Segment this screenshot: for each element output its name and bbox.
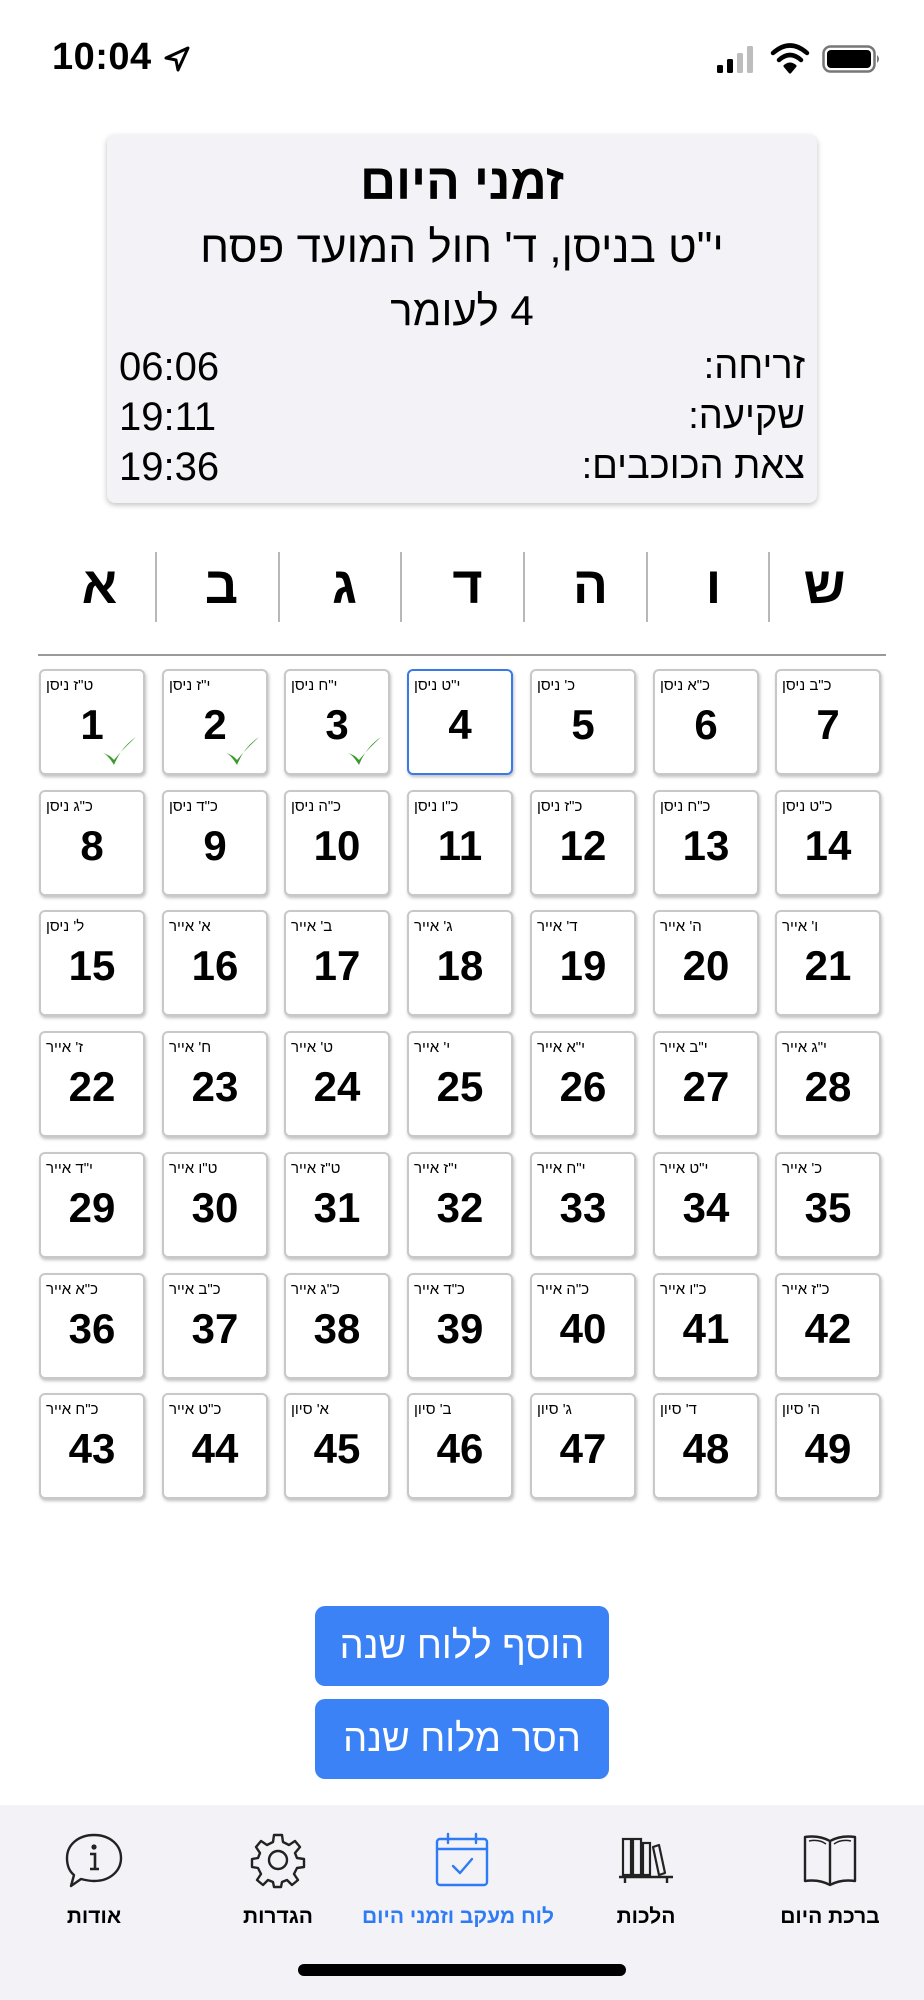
day-hebrew-date: כ"ט ניסן	[782, 798, 833, 815]
day-number: 19	[559, 942, 607, 989]
tab-label: הלכות	[616, 1905, 676, 1928]
day-number: 39	[436, 1305, 484, 1352]
day-hebrew-date: כ"ז ניסן	[537, 798, 583, 815]
day-number: 43	[68, 1425, 116, 1472]
day-cell[interactable]	[653, 790, 759, 896]
day-hebrew-date: ב' אייר	[291, 918, 333, 935]
day-hebrew-date: כ"ג אייר	[291, 1281, 340, 1298]
tab-label: אודות	[66, 1905, 122, 1928]
card-title: זמני היום	[359, 154, 565, 210]
day-cell[interactable]	[530, 669, 636, 775]
day-number: 4	[448, 701, 472, 748]
day-number: 25	[436, 1063, 484, 1110]
day-cell[interactable]	[407, 1031, 513, 1137]
day-number: 24	[313, 1063, 361, 1110]
weekday-monday: ב	[204, 557, 239, 615]
day-cell[interactable]	[653, 1393, 759, 1499]
day-hebrew-date: כ"ה ניסן	[291, 798, 342, 815]
day-cell[interactable]	[775, 1031, 881, 1137]
day-cell[interactable]	[775, 669, 881, 775]
day-hebrew-date: כ"ג ניסן	[46, 798, 93, 815]
day-cell[interactable]	[284, 910, 390, 1016]
weekday-tuesday: ג	[332, 557, 357, 615]
day-hebrew-date: כ' ניסן	[537, 677, 576, 694]
weekday-separator	[155, 552, 157, 622]
bookshelf-icon	[615, 1829, 677, 1891]
day-cell[interactable]	[530, 1152, 636, 1258]
day-number: 37	[191, 1305, 239, 1352]
day-hebrew-date: א' אייר	[169, 918, 211, 935]
day-hebrew-date: כ"ח ניסן	[660, 798, 711, 815]
day-number: 12	[559, 822, 607, 869]
day-cell[interactable]	[39, 669, 145, 775]
day-hebrew-date: י"ב אייר	[660, 1039, 708, 1056]
day-hebrew-date: י"ז ניסן	[169, 677, 211, 694]
day-cell[interactable]	[39, 1152, 145, 1258]
day-cell[interactable]	[162, 1152, 268, 1258]
day-hebrew-date: כ"א ניסן	[660, 677, 710, 694]
day-cell[interactable]	[162, 790, 268, 896]
tab-laws[interactable]	[554, 1815, 738, 1935]
tab-settings[interactable]	[186, 1815, 370, 1935]
tab-about[interactable]	[2, 1815, 186, 1935]
status-bar	[0, 0, 924, 120]
day-number: 31	[313, 1184, 361, 1231]
weekday-header	[38, 548, 886, 624]
day-hebrew-date: ל' ניסן	[46, 918, 85, 935]
nightfall-time: 19:36	[119, 445, 220, 489]
checkmark-icon	[99, 733, 139, 771]
day-hebrew-date: כ"ט אייר	[169, 1401, 222, 1418]
day-cell[interactable]	[407, 1273, 513, 1379]
day-number: 9	[203, 822, 227, 869]
day-number: 21	[804, 942, 852, 989]
day-cell[interactable]	[407, 790, 513, 896]
calendar-icon	[431, 1829, 493, 1891]
day-cell[interactable]	[775, 790, 881, 896]
info-icon	[63, 1829, 125, 1891]
tab-daily-blessing[interactable]	[738, 1815, 922, 1935]
day-number: 47	[559, 1425, 607, 1472]
day-cell[interactable]	[530, 790, 636, 896]
day-number: 23	[191, 1063, 239, 1110]
hebrew-date: י"ט בניסן, ד' חול המועד פסח	[200, 223, 724, 272]
battery-icon	[822, 44, 882, 74]
day-cell[interactable]	[653, 1031, 759, 1137]
day-hebrew-date: כ"א אייר	[46, 1281, 99, 1298]
day-number: 8	[80, 822, 104, 869]
day-hebrew-date: י' אייר	[414, 1039, 451, 1056]
day-number: 20	[682, 942, 730, 989]
day-hebrew-date: כ"ח אייר	[46, 1401, 99, 1418]
day-cell[interactable]	[407, 1152, 513, 1258]
day-hebrew-date: כ"ה אייר	[537, 1281, 590, 1298]
weekday-separator	[646, 552, 648, 622]
day-number: 29	[68, 1184, 116, 1231]
add-to-calendar-button[interactable]: הוסף ללוח שנה	[315, 1606, 609, 1686]
day-hebrew-date: ג' אייר	[414, 918, 453, 935]
day-cell[interactable]	[162, 910, 268, 1016]
day-hebrew-date: כ"ד אייר	[414, 1281, 465, 1298]
day-cell[interactable]	[653, 1273, 759, 1379]
nightfall-row	[119, 445, 805, 495]
day-hebrew-date: ד' אייר	[537, 918, 578, 935]
day-number: 30	[191, 1184, 239, 1231]
day-number: 13	[682, 822, 730, 869]
day-number: 34	[682, 1184, 730, 1231]
day-hebrew-date: ט' אייר	[291, 1039, 334, 1056]
day-hebrew-date: י"ז אייר	[414, 1160, 458, 1177]
day-hebrew-date: א' סיון	[291, 1401, 329, 1418]
day-hebrew-date: י"ג אייר	[782, 1039, 827, 1056]
day-hebrew-date: ט"ז ניסן	[46, 677, 94, 694]
day-cell[interactable]	[162, 1031, 268, 1137]
book-icon	[799, 1829, 861, 1891]
location-arrow-icon	[162, 44, 192, 74]
checkmark-icon	[222, 733, 262, 771]
day-cell[interactable]	[653, 910, 759, 1016]
day-number: 7	[816, 701, 840, 748]
sunset-label: שקיעה:	[688, 395, 805, 437]
day-hebrew-date: ה' אייר	[660, 918, 702, 935]
day-number: 38	[313, 1305, 361, 1352]
day-number: 22	[68, 1063, 116, 1110]
day-hebrew-date: ד' סיון	[660, 1401, 697, 1418]
day-cell[interactable]	[407, 910, 513, 1016]
day-number: 11	[437, 822, 483, 869]
day-number: 17	[313, 942, 361, 989]
day-hebrew-date: י"ט ניסן	[414, 677, 461, 694]
sunrise-time: 06:06	[119, 345, 220, 389]
weekday-wednesday: ד	[452, 557, 483, 615]
day-cell[interactable]	[39, 1031, 145, 1137]
tab-label: ברכת היום	[780, 1905, 880, 1928]
day-hebrew-date: כ"ב אייר	[169, 1281, 221, 1298]
day-cell[interactable]	[530, 910, 636, 1016]
day-cell[interactable]	[775, 910, 881, 1016]
day-number: 46	[436, 1425, 484, 1472]
day-hebrew-date: כ"ד ניסן	[169, 798, 218, 815]
day-cell[interactable]	[530, 1393, 636, 1499]
sunrise-label: זריחה:	[703, 345, 805, 387]
day-number: 42	[804, 1305, 852, 1352]
tab-label: לוח מעקב וזמני היום	[362, 1905, 554, 1928]
day-cell[interactable]	[284, 1273, 390, 1379]
day-hebrew-date: כ"ז אייר	[782, 1281, 830, 1298]
day-number: 44	[191, 1425, 239, 1472]
day-hebrew-date: כ' אייר	[782, 1160, 823, 1177]
weekday-saturday: ש	[803, 557, 846, 615]
day-number: 48	[682, 1425, 730, 1472]
weekday-friday: ו	[705, 557, 722, 615]
weekday-separator	[278, 552, 280, 622]
weekday-separator	[523, 552, 525, 622]
daily-times-card	[107, 135, 817, 503]
day-hebrew-date: כ"ב ניסן	[782, 677, 832, 694]
day-cell[interactable]	[530, 1273, 636, 1379]
day-hebrew-date: י"ח אייר	[537, 1160, 586, 1177]
sunset-row	[119, 395, 805, 445]
day-number: 41	[682, 1305, 730, 1352]
day-number: 49	[804, 1425, 852, 1472]
day-cell[interactable]	[39, 790, 145, 896]
day-number: 45	[313, 1425, 361, 1472]
weekday-thursday: ה	[572, 557, 609, 615]
checkmark-icon	[344, 733, 384, 771]
weekday-separator	[400, 552, 402, 622]
day-cell[interactable]	[407, 669, 513, 775]
day-hebrew-date: כ"ו אייר	[660, 1281, 707, 1298]
day-number: 3	[325, 701, 349, 748]
day-cell[interactable]	[39, 1393, 145, 1499]
header-divider	[38, 654, 886, 656]
day-hebrew-date: ט"ו אייר	[169, 1160, 218, 1177]
day-cell[interactable]	[284, 1152, 390, 1258]
day-number: 14	[804, 822, 852, 869]
sunset-time: 19:11	[119, 395, 217, 439]
day-hebrew-date: ז' אייר	[46, 1039, 84, 1056]
day-hebrew-date: ב' סיון	[414, 1401, 452, 1418]
day-number: 33	[559, 1184, 607, 1231]
day-number: 40	[559, 1305, 607, 1352]
day-number: 15	[68, 942, 116, 989]
day-hebrew-date: ח' אייר	[169, 1039, 212, 1056]
day-number: 6	[694, 701, 718, 748]
day-cell[interactable]	[775, 1152, 881, 1258]
day-number: 10	[313, 822, 361, 869]
day-cell[interactable]	[284, 1393, 390, 1499]
day-number: 1	[80, 701, 104, 748]
day-cell[interactable]	[162, 1393, 268, 1499]
day-number: 18	[436, 942, 484, 989]
day-hebrew-date: י"ד אייר	[46, 1160, 93, 1177]
day-hebrew-date: כ"ו ניסן	[414, 798, 459, 815]
tab-label: הגדרות	[243, 1905, 313, 1928]
day-number: 36	[68, 1305, 116, 1352]
sunrise-row	[119, 345, 805, 395]
day-cell[interactable]	[775, 1273, 881, 1379]
day-cell[interactable]	[39, 910, 145, 1016]
nightfall-label: צאת הכוכבים:	[581, 445, 805, 487]
day-cell[interactable]	[39, 1273, 145, 1379]
day-number: 32	[436, 1184, 484, 1231]
day-hebrew-date: י"ט אייר	[660, 1160, 709, 1177]
gear-icon	[247, 1829, 309, 1891]
weekday-sunday: א	[81, 557, 118, 615]
home-indicator[interactable]	[298, 1964, 626, 1976]
day-cell[interactable]	[407, 1393, 513, 1499]
remove-from-calendar-button[interactable]: הסר מלוח שנה	[315, 1699, 609, 1779]
day-cell[interactable]	[653, 669, 759, 775]
day-number: 28	[804, 1063, 852, 1110]
day-hebrew-date: י"ח ניסן	[291, 677, 338, 694]
day-cell[interactable]	[653, 1152, 759, 1258]
day-number: 27	[682, 1063, 730, 1110]
day-number: 26	[559, 1063, 607, 1110]
omer-count: 4 לעומר	[390, 287, 534, 334]
tab-tracker-and-times[interactable]	[362, 1815, 554, 1935]
day-number: 5	[571, 701, 595, 748]
day-hebrew-date: ג' סיון	[537, 1401, 572, 1418]
day-cell[interactable]	[284, 1031, 390, 1137]
day-cell[interactable]	[162, 669, 268, 775]
day-cell[interactable]	[162, 1273, 268, 1379]
day-number: 35	[804, 1184, 852, 1231]
day-cell[interactable]	[775, 1393, 881, 1499]
day-number: 16	[191, 942, 239, 989]
day-cell[interactable]	[284, 669, 390, 775]
day-number: 2	[203, 701, 227, 748]
day-cell[interactable]	[284, 790, 390, 896]
cellular-signal-icon	[716, 44, 754, 74]
wifi-icon	[770, 42, 810, 74]
day-hebrew-date: ו' אייר	[782, 918, 819, 935]
day-hebrew-date: ט"ז אייר	[291, 1160, 341, 1177]
day-hebrew-date: ה' סיון	[782, 1401, 821, 1418]
day-hebrew-date: י"א אייר	[537, 1039, 586, 1056]
status-time: 10:04	[52, 36, 152, 78]
day-cell[interactable]	[530, 1031, 636, 1137]
